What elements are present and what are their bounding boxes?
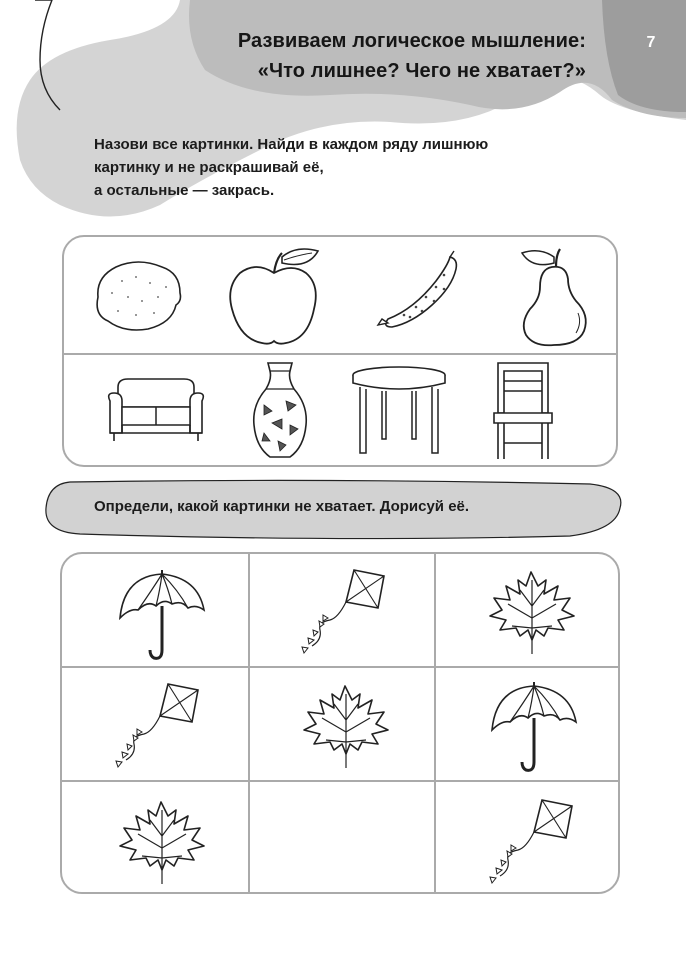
- kite-icon[interactable]: [116, 682, 206, 772]
- kite-icon[interactable]: [490, 798, 580, 888]
- apple-icon[interactable]: [226, 243, 322, 347]
- row-divider: [64, 353, 616, 355]
- empty-cell-drawing-area[interactable]: [250, 782, 434, 894]
- maple-leaf-icon[interactable]: [486, 570, 578, 660]
- title-line-2: «Что лишнее? Чего не хватает?»: [257, 60, 586, 82]
- lemon-icon[interactable]: [92, 257, 184, 333]
- instruction-line: картинку и не раскрашивай её,: [94, 159, 324, 176]
- sofa-icon[interactable]: [106, 377, 206, 447]
- grid-row-divider: [62, 666, 618, 668]
- vase-icon[interactable]: [250, 361, 310, 461]
- maple-leaf-icon[interactable]: [116, 800, 208, 890]
- task1-instruction: [94, 133, 574, 202]
- pear-icon[interactable]: [518, 243, 594, 347]
- title-line-1: Развиваем логическое мышление:: [237, 30, 586, 52]
- cucumber-icon[interactable]: [374, 251, 464, 333]
- chair-icon[interactable]: [492, 361, 554, 461]
- umbrella-icon[interactable]: [116, 570, 208, 662]
- umbrella-icon[interactable]: [488, 682, 580, 774]
- instruction-line: Назови все картинки. Найди в каждом ряду лишнюю: [94, 136, 489, 153]
- instruction-line: а остальные — закрась.: [94, 182, 275, 199]
- odd-one-out-box: [62, 235, 618, 467]
- page-number: 7: [646, 34, 656, 51]
- task2-instruction: Определи, какой картинки не хватает. Дорисуй её.: [94, 498, 470, 515]
- missing-picture-grid: [60, 552, 620, 894]
- maple-leaf-icon[interactable]: [300, 684, 392, 774]
- kite-icon[interactable]: [302, 568, 392, 658]
- grid-column-divider: [434, 554, 436, 892]
- table-icon[interactable]: [350, 365, 448, 461]
- page-title: [166, 26, 586, 86]
